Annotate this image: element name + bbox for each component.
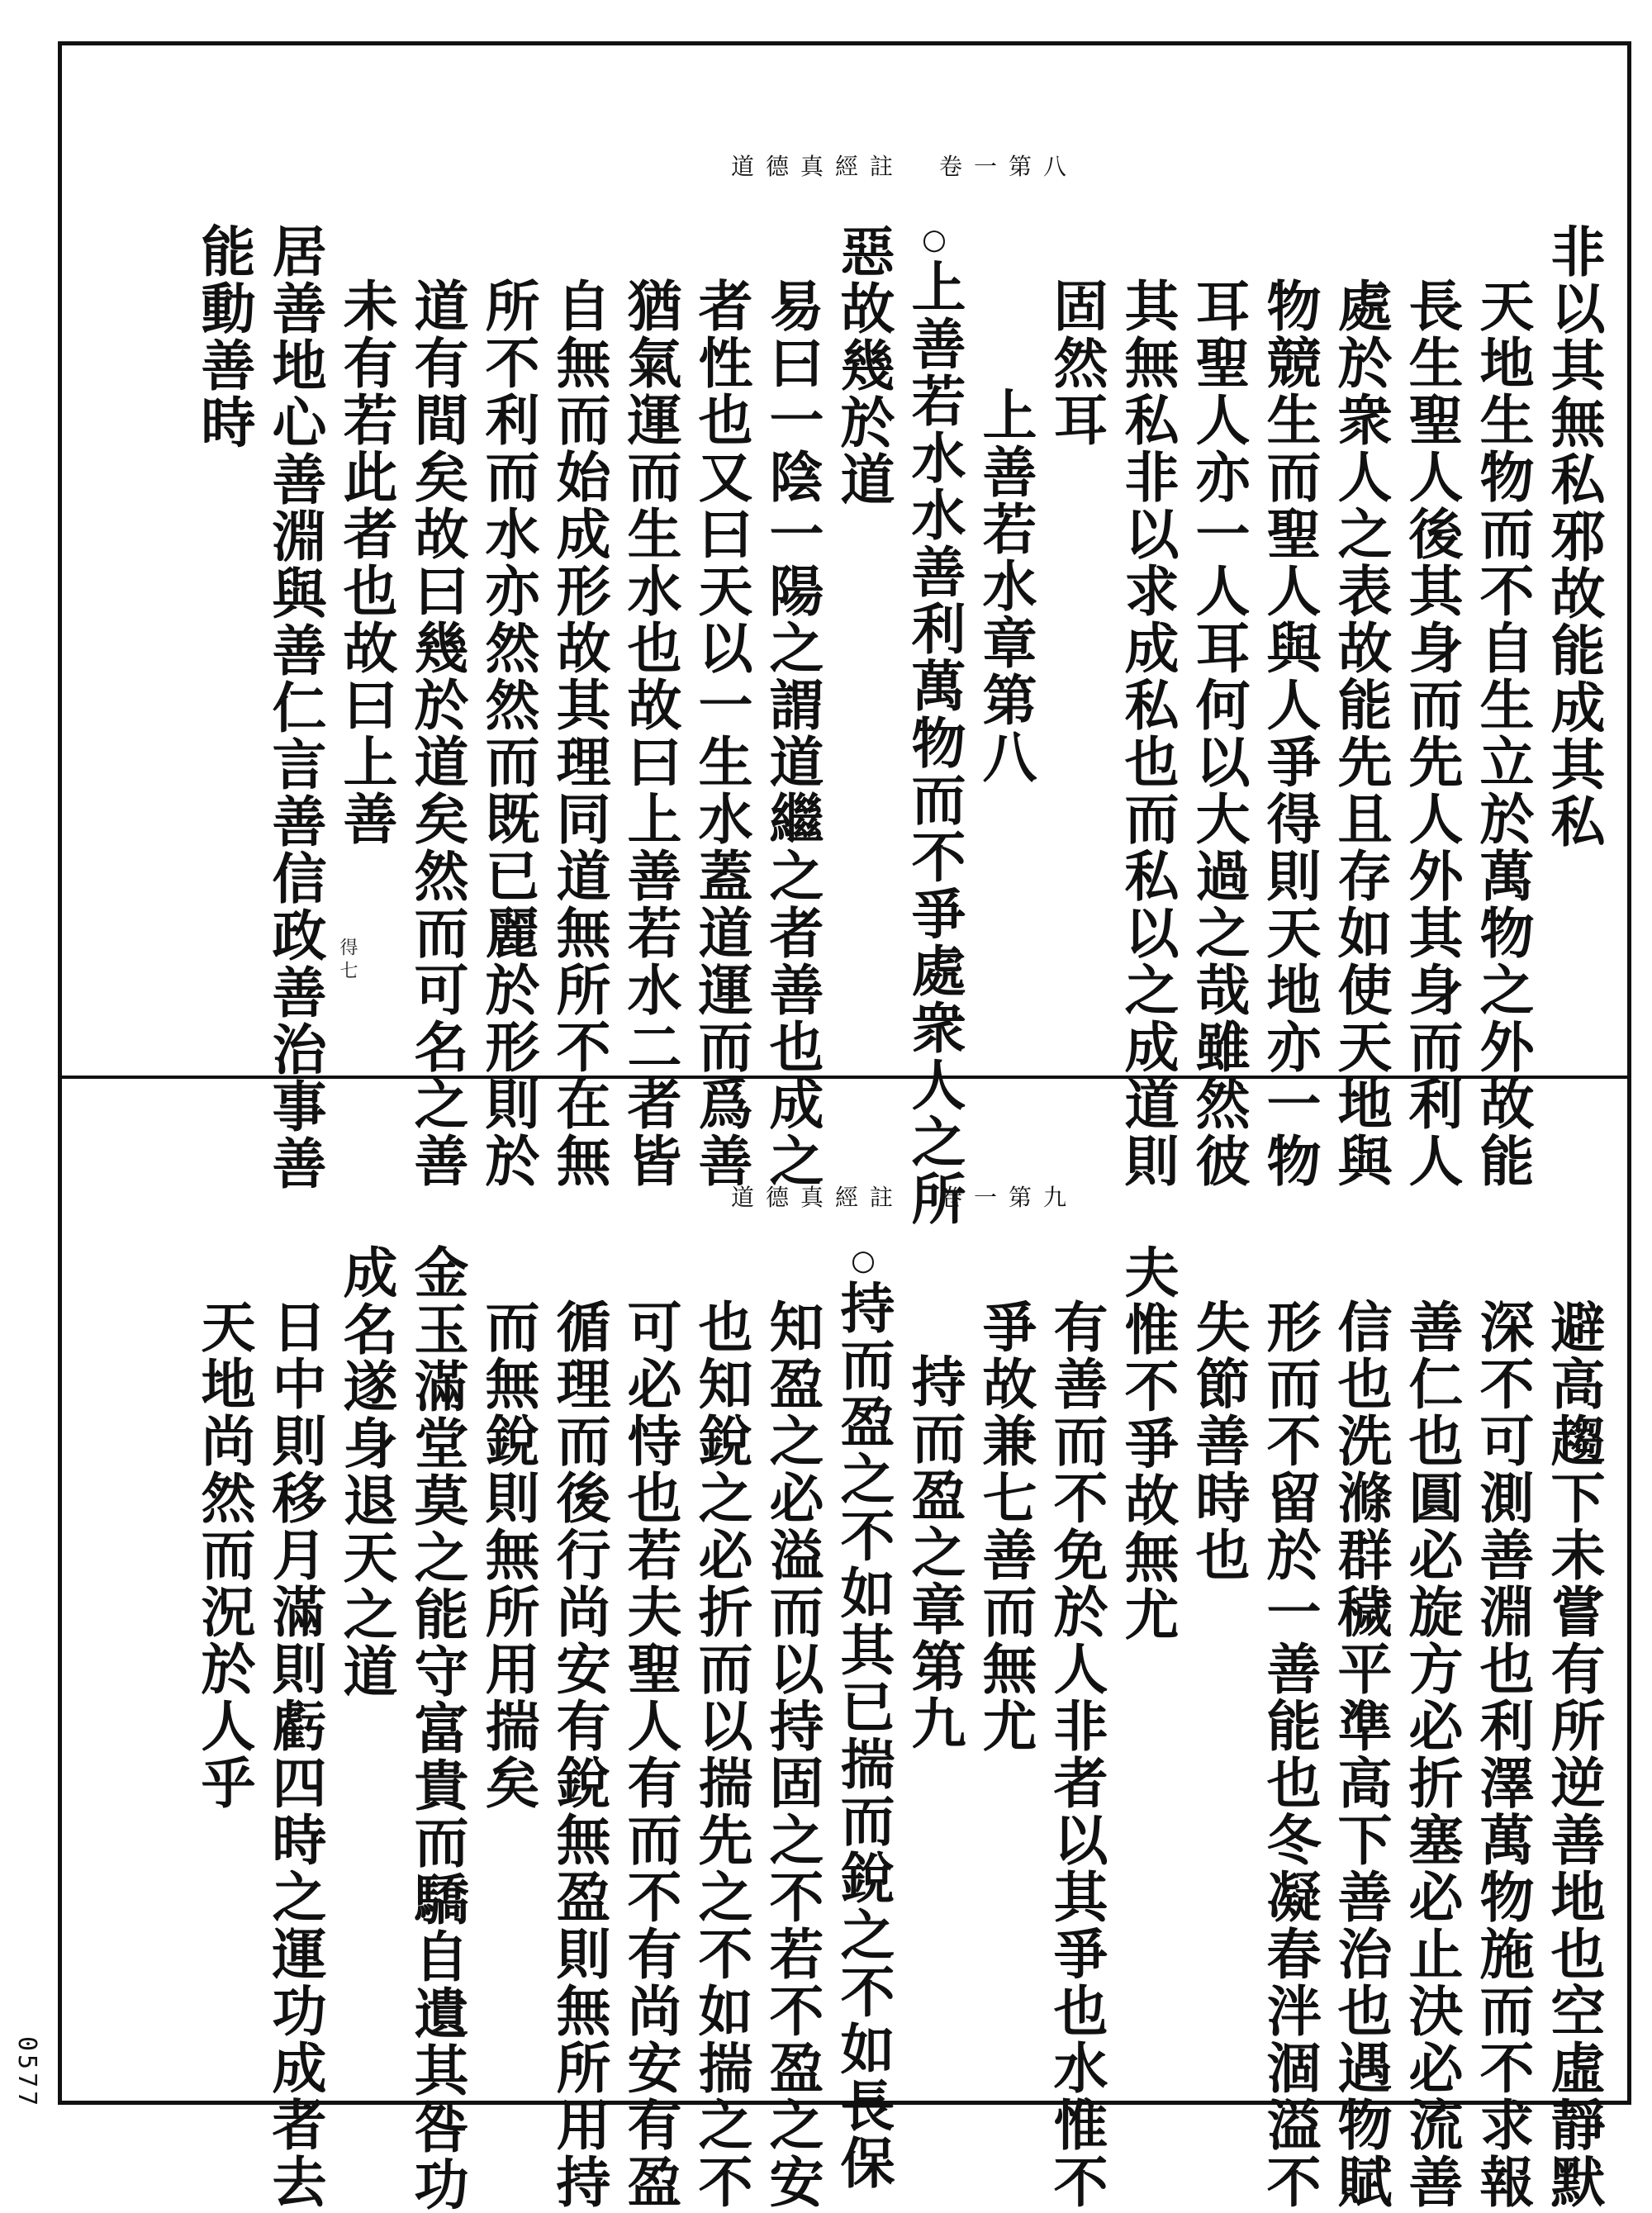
upper-text-column — [757, 223, 828, 1190]
upper-column-text: 上善若水水善利萬物而不爭處衆人之所 — [902, 259, 966, 1228]
upper-text-column — [544, 223, 615, 1190]
upper-column-text: 易曰一陰一陽之謂道繼之者善也成之 — [760, 278, 824, 1190]
lower-text-column — [1041, 1244, 1112, 2211]
lower-column-text: 金玉滿堂莫之能守富貴而驕自遺其咎功 — [405, 1244, 469, 2213]
upper-text-column — [1112, 223, 1183, 1190]
sheet-number: 0577 — [12, 2036, 41, 2110]
upper-text-column — [970, 223, 1041, 1099]
lower-text-column — [1396, 1244, 1467, 2211]
upper-text-column — [330, 223, 401, 1099]
circle-marker-icon: ○ — [847, 1244, 880, 1280]
lower-column-text: 深不可測善淵也利澤萬物施而不求報 — [1470, 1299, 1535, 2211]
upper-column-text: 非以其無私邪故能成其私 — [1541, 223, 1606, 850]
lower-text-column — [188, 1244, 259, 2078]
upper-page-header: 道德真經註 卷一第八 — [730, 153, 1078, 180]
lower-column-text: 日中則移月滿則虧四時之運功成者去 — [263, 1299, 327, 2211]
upper-text-column — [1325, 223, 1396, 1190]
upper-column-text: 長生聖人後其身而先人外其身而利人 — [1399, 278, 1464, 1190]
lower-text-column — [615, 1244, 686, 2211]
upper-side-note: 得七 — [337, 938, 358, 984]
upper-text-column — [1041, 223, 1112, 1099]
upper-column-text: 處於衆人之表故能先且存如使天地與 — [1328, 278, 1393, 1190]
lower-column-text: 形而不留於一善能也冬凝春泮涸溢不 — [1257, 1299, 1322, 2211]
lower-column-text: 爭故兼七善而無尤 — [973, 1299, 1037, 1755]
lower-column-text: 善仁也圓必旋方必折塞必止決必流善 — [1399, 1299, 1464, 2211]
upper-column-text: 其無私非以求成私也而私以之成道則 — [1115, 278, 1180, 1190]
lower-text-column — [544, 1244, 615, 2211]
upper-column-text: 上善若水章第八 — [973, 387, 1037, 786]
upper-column-text: 固然耳 — [1044, 278, 1108, 449]
lower-text-column — [1538, 1244, 1609, 2211]
upper-column-text: 道有間矣故曰幾於道矣然而可名之善 — [405, 278, 469, 1190]
upper-column-text: 物競生而聖人與人爭得則天地亦一物 — [1257, 278, 1322, 1190]
upper-column-text: 天地生物而不自生立於萬物之外故能 — [1470, 278, 1535, 1190]
lower-text-column — [1254, 1244, 1325, 2211]
lower-text-column — [1467, 1244, 1538, 2211]
lower-text-column — [686, 1244, 757, 2211]
lower-column-text: 避高趨下未嘗有所逆善地也空虛靜默 — [1541, 1299, 1606, 2211]
lower-column-text: 信也洗滌群穢平準高下善治也遇物賦 — [1328, 1299, 1393, 2211]
upper-column-text: 惡故幾於道 — [831, 223, 895, 508]
upper-text-column — [401, 223, 472, 1190]
upper-text-column — [899, 223, 970, 1228]
lower-column-text: 失節善時也 — [1186, 1299, 1251, 1584]
lower-column-text: 而無銳則無所用揣矣 — [476, 1299, 540, 1812]
upper-text-column — [686, 223, 757, 1190]
lower-column-text: 成名遂身退天之道 — [334, 1244, 398, 1700]
upper-text-column — [1538, 223, 1609, 1099]
lower-column-text: 夫惟不爭故無尤 — [1115, 1244, 1180, 1643]
lower-text-column — [259, 1244, 330, 2211]
lower-column-text: 知盈之必溢而以持固之不若不盈之安 — [760, 1299, 824, 2211]
lower-page-header: 道德真經註 卷一第九 — [730, 1184, 1078, 1211]
lower-text-column — [828, 1244, 899, 2192]
lower-text-column — [757, 1244, 828, 2211]
lower-column-text: 也知銳之必折而以揣先之不如揣之不 — [689, 1299, 753, 2211]
upper-text-column — [1396, 223, 1467, 1190]
lower-column-text: 有善而不免於人非者以其爭也水惟不 — [1044, 1299, 1108, 2211]
upper-column-text: 猶氣運而生水也故曰上善若水二者皆 — [618, 278, 682, 1190]
lower-text-column — [401, 1244, 472, 2213]
lower-text-column — [330, 1244, 401, 2078]
upper-text-column — [1467, 223, 1538, 1190]
lower-text-block — [122, 1244, 1609, 2213]
lower-text-column — [1112, 1244, 1183, 2078]
lower-text-column — [1325, 1244, 1396, 2211]
upper-column-text: 居善地心善淵與善仁言善信政善治事善 — [263, 223, 327, 1192]
lower-text-column — [1183, 1244, 1254, 2078]
lower-column-text: 循理而後行尚安有銳無盈則無所用持 — [547, 1299, 611, 2211]
circle-marker-icon: ○ — [918, 223, 951, 259]
upper-text-column — [259, 223, 330, 1192]
lower-column-text: 天地尚然而況於人乎 — [192, 1299, 256, 1812]
lower-column-text: 持而盈之章第九 — [902, 1353, 966, 1752]
upper-column-text: 所不利而水亦然然而既已麗於形則於 — [476, 278, 540, 1190]
lower-text-column — [899, 1244, 970, 2078]
upper-text-column — [828, 223, 899, 1099]
lower-text-column — [970, 1244, 1041, 2078]
upper-text-column — [188, 223, 259, 1099]
upper-column-text: 者性也又曰天以一生水蓋道運而爲善 — [689, 278, 753, 1190]
lower-column-text: 可必恃也若夫聖人有而不有尚安有盈 — [618, 1299, 682, 2211]
upper-column-text: 耳聖人亦一人耳何以大過之哉雖然彼 — [1186, 278, 1251, 1190]
upper-text-column — [1254, 223, 1325, 1190]
upper-text-column — [1183, 223, 1254, 1190]
lower-text-column — [472, 1244, 544, 2078]
upper-column-text: 未有若此者也故曰上善 — [334, 278, 398, 848]
lower-column-text: 持而盈之不如其已揣而銳之不如長保 — [831, 1280, 895, 2192]
upper-column-text: 能動善時 — [192, 223, 256, 451]
lower-leaf — [62, 1079, 1627, 2213]
upper-column-text: 自無而始成形故其理同道無所不在無 — [547, 278, 611, 1190]
upper-text-column — [615, 223, 686, 1190]
upper-text-column — [472, 223, 544, 1190]
